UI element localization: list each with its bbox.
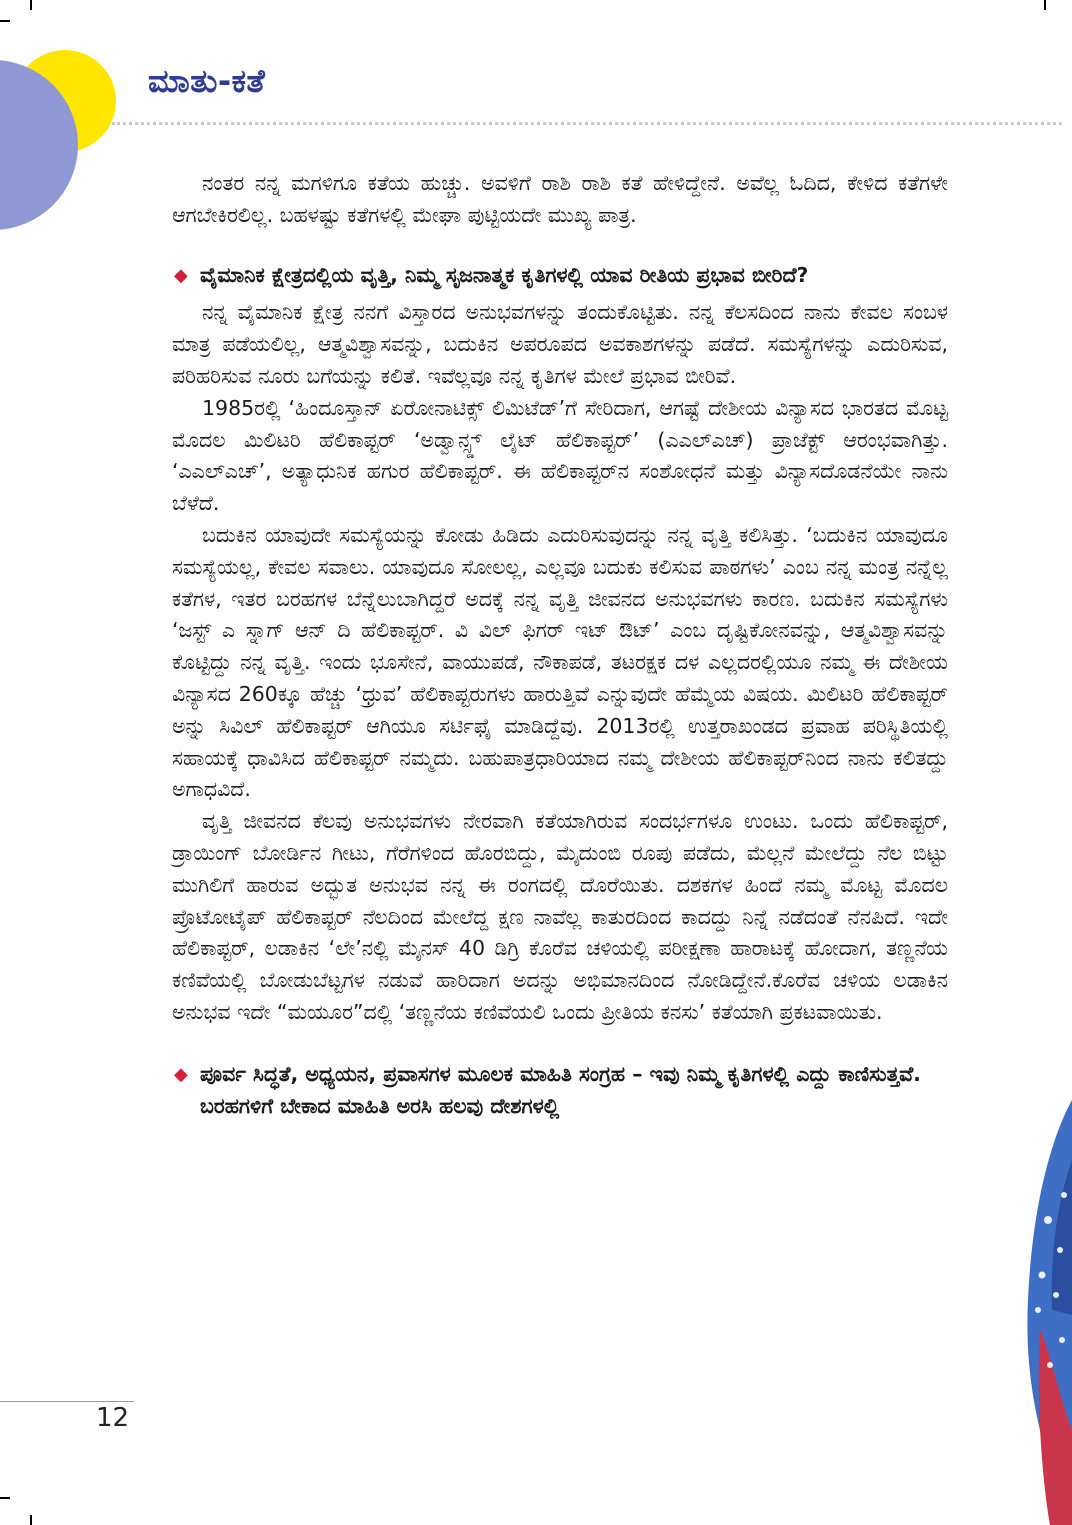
paragraph-5: ವೃತ್ತಿ ಜೀವನದ ಕೆಲವು ಅನುಭವಗಳು ನೇರವಾಗಿ ಕತೆಯಾಗಿರುವ ಸಂದರ್ಭಗಳೂ ಉಂಟು. ಒಂದು ಹೆಲಿಕಾಪ್ಟರ್, ಡ್ರಾಯಿಂಗ್ ಬೋರ್ಡಿನ ಗೀಟು, ಗೆರೆಗಳಿಂದ ಹೊರಬಿದ್ದು, ಮೈದುಂಬಿ ರೂಪು ಪಡೆದು, ಮೆಲ್ಲನೆ ಮೇಲೆದ್ದು ನೆಲ ಬಿಟ್ಟು ಮುಗಿಲಿಗೆ ಹಾರುವ ಅದ್ಭುತ ಅನುಭವ ನನ್ನ ಈ ರಂಗದಲ್ಲಿ ದೊರೆಯಿತು. ದಶಕಗಳ ಹಿಂದೆ ನಮ್ಮ ಮೊಟ್ಟ ಮೊದಲ ಪ್ರೊಟೋಟೈಪ್ ಹೆಲಿಕಾಪ್ಟರ್ ನೆಲದಿಂದ ಮೇಲೆದ್ದ ಕ್ಷಣ ನಾವೆಲ್ಲ ಕಾತುರದಿಂದ ಕಾದದ್ದು ನಿನ್ನೆ ನಡೆದಂತೆ ನೆನಪಿದೆ. ಇದೇ ಹೆಲಿಕಾಪ್ಟರ್, ಲಡಾಕಿನ ‘ಲೇ’ನಲ್ಲಿ ಮೈನಸ್ 40 ಡಿಗ್ರಿ ಕೊರೆವ ಚಳಿಯಲ್ಲಿ ಪರೀಕ್ಷಣಾ ಹಾರಾಟಕ್ಕೆ ಹೋದಾಗ, ತಣ್ಣನೆಯ ಕಣಿವೆಯಲ್ಲಿ ಬೋಡುಬೆಟ್ಟಗಳ ನಡುವೆ ಹಾರಿದಾಗ ಅದನ್ನು ಅಭಿಮಾನದಿಂದ ನೋಡಿದ್ದೇನೆ.ಕೊರೆವ ಚಳಿಯ ಲಡಾಕಿನ ಅನುಭವ ಇದೇ “ಮಯೂರ”ದಲ್ಲಿ ‘ತಣ್ಣನೆಯ ಕಣಿವೆಯಲಿ ಒಂದು ಪ್ರೀತಿಯ ಕನಸು’ ಕತೆಯಾಗಿ ಪ್ರಕಟವಾಯಿತು.	[172, 809, 948, 1024]
cropped-portrait-photo	[1010, 1100, 1072, 1525]
paragraph-2: ನನ್ನ ವೈಮಾನಿಕ ಕ್ಷೇತ್ರ ನನಗೆ ವಿಸ್ತಾರದ ಅನುಭವಗಳನ್ನು ತಂದುಕೊಟ್ಟಿತು. ನನ್ನ ಕೆಲಸದಿಂದ ನಾನು ಕೇವಲ ಸಂಬಳ ಮಾತ್ರ ಪಡೆಯಲಿಲ್ಲ, ಆತ್ಮವಿಶ್ವಾಸವನ್ನು, ಬದುಕಿನ ಅಪರೂಪದ ಅವಕಾಶಗಳನ್ನು ಪಡೆದೆ. ಸಮಸ್ಯೆಗಳನ್ನು ಎದುರಿಸುವ, ಪರಿಹರಿಸುವ ನೂರು ಬಗೆಯನ್ನು ಕಲಿತೆ. ಇವೆಲ್ಲವೂ ನನ್ನ ಕೃತಿಗಳ ಮೇಲೆ ಪ್ರಭಾವ ಬೀರಿವೆ.	[172, 300, 948, 388]
diamond-bullet-icon: ◆	[174, 264, 188, 286]
paragraph-1: ನಂತರ ನನ್ನ ಮಗಳಿಗೂ ಕತೆಯ ಹುಚ್ಚು. ಅವಳಿಗೆ ರಾಶಿ ರಾಶಿ ಕತೆ ಹೇಳಿದ್ದೇನೆ. ಅವೆಲ್ಲ ಓದಿದ, ಕೇಳಿದ ಕತೆಗಳೇ ಆಗಬೇಕಿರಲಿಲ್ಲ. ಬಹಳಷ್ಟು ಕತೆಗಳಲ್ಲಿ ಮೇಘಾ ಪುಟ್ಟಿಯದೇ ಮುಖ್ಯ ಪಾತ್ರ.	[172, 171, 948, 227]
paragraph-4: ಬದುಕಿನ ಯಾವುದೇ ಸಮಸ್ಯೆಯನ್ನು ಕೋಡು ಹಿಡಿದು ಎದುರಿಸುವುದನ್ನು ನನ್ನ ವೃತ್ತಿ ಕಲಿಸಿತ್ತು. ‘ಬದುಕಿನ ಯಾವುದೂ ಸಮಸ್ಯೆಯಲ್ಲ, ಕೇವಲ ಸವಾಲು. ಯಾವುದೂ ಸೋಲಲ್ಲ, ಎಲ್ಲವೂ ಬದುಕು ಕಲಿಸುವ ಪಾಠಗಳು’ ಎಂಬ ನನ್ನ ಮಂತ್ರ ನನ್ನೆಲ್ಲ ಕತೆಗಳ, ಇತರ ಬರಹಗಳ ಬೆನ್ನೆಲುಬಾಗಿದ್ದರೆ ಅದಕ್ಕೆ ನನ್ನ ವೃತ್ತಿ ಜೀವನದ ಅನುಭವಗಳು ಕಾರಣ. ಬದುಕಿನ ಸಮಸ್ಯೆಗಳು ‘ಜಸ್ಟ್ ಎ ಸ್ನಾಗ್ ಆನ್ ದಿ ಹೆಲಿಕಾಪ್ಟರ್. ವಿ ವಿಲ್ ಫಿಗರ್ ಇಟ್ ಔಟ್’ ಎಂಬ ದೃಷ್ಟಿಕೋನವನ್ನು, ಆತ್ಮವಿಶ್ವಾಸವನ್ನು ಕೊಟ್ಟಿದ್ದು ನನ್ನ ವೃತ್ತಿ. ಇಂದು ಭೂಸೇನೆ, ವಾಯುಪಡೆ, ನೌಕಾಪಡೆ, ತಟರಕ್ಷಕ ದಳ ಎಲ್ಲದರಲ್ಲಿಯೂ ನಮ್ಮ ಈ ದೇಶೀಯ ವಿನ್ಯಾಸದ 260ಕ್ಕೂ ಹೆಚ್ಚು ‘ಧ್ರುವ’ ಹೆಲಿಕಾಪ್ಟರುಗಳು ಹಾರುತ್ತಿವೆ ಎನ್ನುವುದೇ ಹೆಮ್ಮೆಯ ವಿಷಯ. ಮಿಲಿಟರಿ ಹೆಲಿಕಾಪ್ಟರ್ ಅನ್ನು ಸಿವಿಲ್ ಹೆಲಿಕಾಪ್ಟರ್ ಆಗಿಯೂ ಸರ್ಟಿಫೈ ಮಾಡಿದ್ದೆವು. 2013ರಲ್ಲಿ ಉತ್ತರಾಖಂಡದ ಪ್ರವಾಹ ಪರಿಸ್ಥಿತಿಯಲ್ಲಿ ಸಹಾಯಕ್ಕೆ ಧಾವಿಸಿದ ಹೆಲಿಕಾಪ್ಟರ್ ನಮ್ಮದು. ಬಹುಪಾತ್ರಧಾರಿಯಾದ ನಮ್ಮ ದೇಶೀಯ ಹೆಲಿಕಾಪ್ಟರ್‌ನಿಂದ ನಾನು ಕಲಿತದ್ದು ಅಗಾಧವಿದೆ.	[172, 522, 948, 802]
crop-mark-top-left	[30, 0, 32, 10]
paragraph-3: 1985ರಲ್ಲಿ ‘ಹಿಂದೂಸ್ತಾನ್ ಏರೋನಾಟಿಕ್ಸ್ ಲಿಮಿಟೆಡ್’ಗೆ ಸೇರಿದಾಗ, ಆಗಷ್ಟೆ ದೇಶೀಯ ವಿನ್ಯಾಸದ ಭಾರತದ ಮೊಟ್ಟ ಮೊದಲ ಮಿಲಿಟರಿ ಹೆಲಿಕಾಪ್ಟರ್ ‘ಅಡ್ವಾನ್ಸ್ಡ್ ಲೈಟ್ ಹೆಲಿಕಾಪ್ಟರ್’ (ಎಎಲ್ಎಚ್) ಪ್ರಾಜೆಕ್ಟ್ ಆರಂಭವಾಗಿತ್ತು. ‘ಎಎಲ್ಎಚ್’, ಅತ್ಯಾಧುನಿಕ ಹಗುರ ಹೆಲಿಕಾಪ್ಟರ್. ಈ ಹೆಲಿಕಾಪ್ಟರ್‌ನ ಸಂಶೋಧನೆ ಮತ್ತು ವಿನ್ಯಾಸದೊಡನೆಯೇ ನಾನು ಬೆಳೆದೆ.	[172, 395, 948, 516]
portrait-photo-image	[1010, 1100, 1072, 1525]
footer-divider	[0, 1401, 134, 1402]
question-2	[172, 1059, 948, 1123]
question-2-text: ಪೂರ್ವ ಸಿದ್ಧತೆ, ಅಧ್ಯಯನ, ಪ್ರವಾಸಗಳ ಮೂಲಕ ಮಾಹಿತಿ ಸಂಗ್ರಹ – ಇವು ನಿಮ್ಮ ಕೃತಿಗಳಲ್ಲಿ ಎದ್ದು ಕಾಣಿಸುತ್ತವೆ. ಬರಹಗಳಿಗೆ ಬೇಕಾದ ಮಾಹಿತಿ ಅರಸಿ ಹಲವು ದೇಶಗಳಲ್ಲಿ	[200, 1061, 921, 1118]
crop-mark-top-right	[1044, 0, 1046, 10]
diamond-bullet-icon: ◆	[174, 1063, 188, 1085]
crop-mark-left-upper	[0, 20, 10, 22]
crop-mark-left-lower	[0, 1497, 10, 1499]
header-dotted-divider	[112, 122, 1062, 125]
crop-mark-bottom-left	[30, 1515, 32, 1525]
question-1-text: ವೈಮಾನಿಕ ಕ್ಷೇತ್ರದಲ್ಲಿಯ ವೃತ್ತಿ, ನಿಮ್ಮ ಸೃಜನಾತ್ಮಕ ಕೃತಿಗಳಲ್ಲಿ ಯಾವ ರೀತಿಯ ಪ್ರಭಾವ ಬೀರಿದೆ?	[200, 262, 809, 287]
page-number: 12	[96, 1403, 130, 1433]
question-1	[172, 260, 948, 292]
section-title: ಮಾತು-ಕತೆ	[148, 62, 266, 100]
article-body	[172, 168, 948, 1128]
